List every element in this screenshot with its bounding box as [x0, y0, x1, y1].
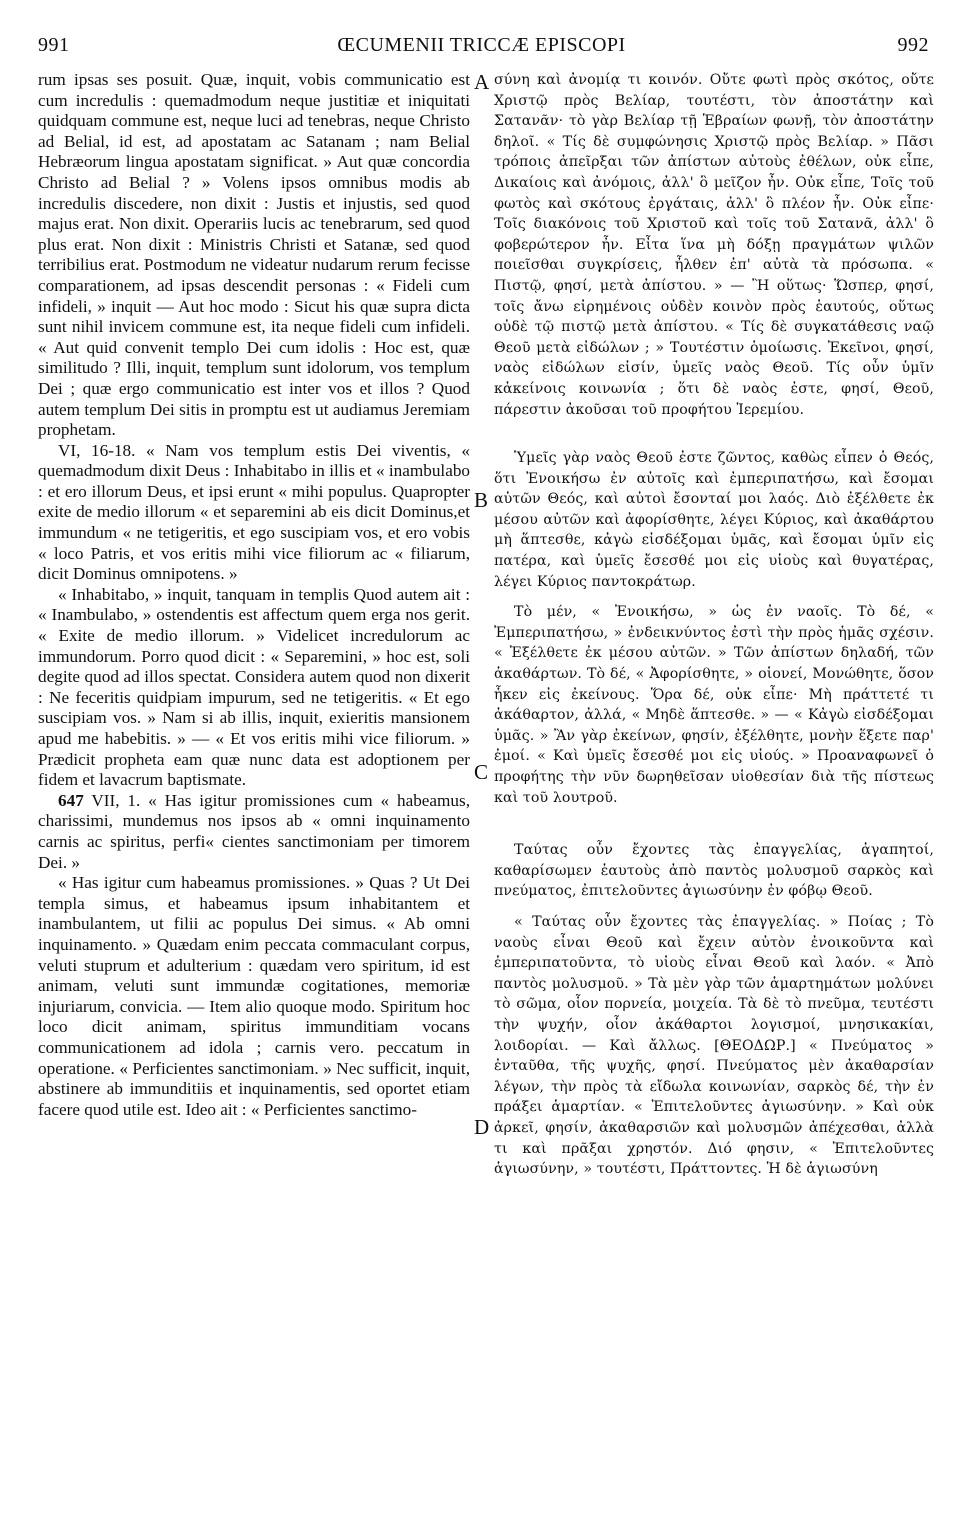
greek-paragraph: σύνη καὶ ἀνομίᾳ τι κοινόν. Οὔτε φωτὶ πρὸς σκότος, οὔτε Χριστῷ πρὸς Βελίαρ, τουτέστι, τὸν ἀποστάτην καὶ Σατανᾶν· τὸ γὰρ Βελίαρ τῇ Ἑβραίων φωνῇ, τὸν ἀποστάτην δηλοῖ. « Τίς δὲ συμφώνησις Χριστῷ πρὸς Βελίαρ. » Πᾶσι τρόποις ἀπεῖρξαι τῶν ἀπίστων αὐτοὺς ἐθέλων, οὐκ εἶπε, Δικαίοις καὶ ἀνόμοις, ἀλλ' ὃ μεῖζον ἦν. Οὐκ εἶπε, Τοῖς τοῦ φωτὸς καὶ σκότους ἐργάταις, ἀλλ' ὃ πλέον ἦν. Οὐκ εἶπε· Τοῖς διακόνοις τοῦ Χριστοῦ καὶ τοῖς τοῦ Σατανᾶ, ἀλλ' ὃ φοβερώτερον ἦν. Εἶτα ἵνα μὴ δόξῃ πραγμάτων ψιλῶν ποιεῖσθαι συγκρίσεις, ἦλθεν ἐπ' αὐτὰ τὰ πρόσωπα. « Πιστῷ, φησί, μετὰ ἀπίστου. » — Ἢ οὕτως· Ὥσπερ, φησί, τοῖς ἄνω εἰρημένοις οὐδὲν κοινὸν πρὸς ἑαυτούς, οὕτως οὐδὲ τῷ πιστῷ μετὰ ἀπίστου. « Τίς δὲ συγκατάθεσις ναῷ Θεοῦ μετὰ εἰδώλων ; » Τουτέστιν ὁμοίωσις. Ἐκεῖνοι, φησί, ναὸς εἰδώλων εἰσίν, ὑμεῖς ναὸς Θεοῦ. Τίς οὖν ὑμῖν κἀκείνοις κοινωνία ; ὅτι δὲ ναὸς ἐστε, φησί, Θεοῦ, πάρεστιν ἀκοῦσαι τοῦ προφήτου Ἱερεμίου.: [494, 72, 934, 418]
page-number-right: 992: [897, 34, 929, 56]
page-title: ŒCUMENII TRICCÆ EPISCOPI: [337, 34, 626, 56]
greek-column: [494, 70, 934, 1180]
greek-paragraph: Ὑμεῖς γὰρ ναὸς Θεοῦ ἐστε ζῶντος, καθὼς εἶπεν ὁ Θεός, ὅτι Ἐνοικήσω ἐν αὐτοῖς καὶ ἐμπεριπατήσω, καὶ ἔσομαι αὐτῶν Θεός, καὶ αὐτοὶ ἔσονταί μοι λαός. Διὸ ἐξέλθετε ἐκ μέσου αὐτῶν καὶ ἀφορίσθητε, λέγει Κύριος, καὶ ἀκαθάρτου μὴ ἅπτεσθε, κἀγὼ εἰσδέξομαι ὑμᾶς, καὶ ἔσομαι ὑμῖν εἰς πατέρα, καὶ ὑμεῖς ἔσεσθέ μοι εἰς υἱοὺς καὶ θυγατέρας, λέγει Κύριος παντοκράτωρ.: [494, 450, 934, 590]
latin-paragraph: « Inhabitabo, » inquit, tanquam in templis Quod autem ait : « Inambulabo, » ostendentis est affectum quem erga nos gerit. « Exite de medio illorum. » Videlicet incredulorum ac immundorum. Porro quod dicit : « Separemini, » hoc est, soli degite quod ad illos spectat. Considera autem quod non dixerit : Ne feceritis quidpiam impurum, sed ne tetigeritis. « Et ego suscipiam vos. » Nam si ab illis, inquit, exieritis mansionem apud me habebitis. » — « Et vos eritis mihi vice filiorum. » Prædicit propheta eam quæ nunc data est adoptionem per fidem et lavacrum baptismate.: [38, 584, 470, 790]
page-number-left: 991: [38, 34, 70, 56]
section-marker-d: D: [474, 1115, 490, 1139]
latin-paragraph: rum ipsas ses posuit. Quæ, inquit, vobis communicatio est cum incredulis : quemadmodum neque justitiæ et iniquitati quidquam commune est, neque luci ad tenebras, neque Christo ad Belial, id est, ad apostatam ac Satanam ; nam Belial Hebræorum lingua apostatam significat. » Aut quæ concordia Christo ad Belial ? » Volens ipsos omnibus modis ab incredulis discedere, non dixit : Justis et injustis, sed quod majus erat. Non dixit. Operariis lucis ac tenebrarum, sed quod plus erat. Non dixit : Ministris Christi et Satanæ, sed quod terribilius erat. Postmodum ne videatur nudarum rerum fecisse comparationem, ad ipsas descendit personas : « Fideli cum infideli, » inquit — Aut hoc modo : Sicut his quæ supra dicta sunt nihil invicem commune est, ita neque fideli cum infideli. « Aut quid convenit templo Dei cum idolis : Hoc est, quæ similitudo ? Illi, inquit, templum sunt idolorum, vos templum Dei ; quæ ergo communicatio est inter vos et illos ? Quod autem templum Dei sitis in promptu est ut audiamus Jeremiam prophetam.: [38, 70, 470, 440]
greek-paragraph: Ταύτας οὖν ἔχοντες τὰς ἐπαγγελίας, ἀγαπητοί, καθαρίσωμεν ἑαυτοὺς ἀπὸ παντὸς μολυσμοῦ σαρκὸς καὶ πνεύματος, ἐπιτελοῦντες ἁγιωσύνην ἐν φόβῳ Θεοῦ.: [494, 842, 934, 900]
greek-paragraph: « Ταύτας οὖν ἔχοντες τὰς ἐπαγγελίας. » Ποίας ; Τὸ ναοὺς εἶναι Θεοῦ καὶ ἔχειν αὐτὸν ἐνοικοῦντα καὶ ἐμπεριπατοῦντα, τὸ υἱοὺς εἶναι Θεοῦ καὶ λαόν. « Ἀπὸ παντὸς μολυσμοῦ. » Τὰ μὲν γὰρ τῶν ἁμαρτημάτων μολύνει τὸ σῶμα, οἷον πορνεία, μοιχεία. Τὰ δὲ τὸ πνεῦμα, τευτέστι τὴν ψυχήν, οἷον ἀκάθαρτοι λογισμοί, μνησικακίαι, λοιδορίαι. — Καὶ ἄλλως. [ΘΕΟΔΩΡ.] « Πνεύματος » ἐνταῦθα, τῆς ψυχῆς, φησί. Πνεύματος μὲν ἀκαθαρσίαν λέγων, τὴν πρὸς τὰ εἴδωλα κοινωνίαν, σαρκὸς δέ, τὴν ἐν πράξει ἁμαρτίαν. « Ἐπιτελοῦντες ἁγιωσύνην. » Καὶ οὐκ ἀρκεῖ, φησίν, ἀκαθαρσιῶν καὶ μολυσμῶν ἀπέχεσθαι, ἀλλὰ τι καὶ πρᾶξαι χρηστόν. Διό φησιν, « Ἐπιτελοῦντες ἁγιωσύνην, » τουτέστι, Πράττοντες. Ἡ δὲ ἁγιωσύνη: [494, 913, 934, 1178]
latin-paragraph: « Has igitur cum habeamus promissiones. » Quas ? Ut Dei templa simus, et habeamus ipsum inhabitantem et inambulantem, ut filii ac populus Dei simus. « Ab omni inquinamento. » Quædam enim peccata commaculant corpus, veluti stuprum et adulterium : quædam vero spiritum, id est animam, veluti sunt immundæ cogitationes, memoriæ injuriarum, convicia. — Item alio quoque modo. Spiritum hoc loco dicit animam, spiritus immunditiam vocans communicationem ad idola ; carnis vero. peccatum in operatione. « Perficientes sanctimoniam. » Nec sufficit, inquit, abstinere ab immunditiis et inquinamentis, sed oportet etiam facere quod utile est. Ideo ait : « Perficientes sanctimo-: [38, 873, 470, 1119]
column-number: 647: [58, 790, 84, 810]
latin-paragraph: VI, 16-18. « Nam vos templum estis Dei viventis, « quemadmodum dixit Deus : Inhabitabo in illis et « inambulabo : et ero illorum Deus, et ipsi erunt « mihi populus. Quapropter exite de medio illorum « et separemini ab eis dicit Dominus,et immundum « ne tetigeritis, et ego suscipiam vos, et ero vobis « loco Patris, et vos eritis mihi vice filiorum ac « filiarum, dicit Dominus omnipotens. »: [38, 440, 471, 584]
section-marker-b: B: [474, 488, 489, 512]
section-marker-a: A: [474, 70, 490, 94]
greek-paragraph: Τὸ μέν, « Ἐνοικήσω, » ὡς ἐν ναοῖς. Τὸ δέ, « Ἐμπεριπατήσω, » ἐνδεικνύντος ἐστὶ τὴν πρὸς ἡμᾶς σχέσιν. « Ἐξέλθετε ἐκ μέσου αὐτῶν. » Τῶν ἀπίστων δηλαδή, τῶν ἀκαθάρτων. Τὸ δέ, « Ἀφορίσθητε, » οἱονεί, Μονώθητε, ὅσον ἧκεν εἰς ἐκείνους. Ὅρα δέ, οὐκ εἶπε· Μὴ πράττετέ τι ἀκάθαρτον, ἀλλά, « Μηδὲ ἅπτεσθε. » — « Κἀγὼ εἰσδέξομαι ὑμᾶς. » Ἂν γὰρ ἐκείνων, φησίν, ἐξέλθητε, μονὴν ἕξετε παρ' ἐμοί. « Καὶ ὑμεῖς ἔσεσθέ μοι εἰς υἱούς. » Προαναφωνεῖ ὁ προφήτης τὴν νῦν δωρηθεῖσαν υἱοθεσίαν διὰ τῆς πίστεως καὶ τοῦ λουτροῦ.: [494, 604, 934, 806]
latin-paragraph: 647 VII, 1. « Has igitur promissiones cum « habeamus, charissimi, mundemus nos ipsos ab « omni inquinamento carnis ac spiritus, perfi« cientes sanctimoniam per timorem Dei. »: [38, 790, 470, 872]
running-header: [30, 34, 933, 64]
latin-column: [38, 70, 470, 1120]
section-marker-c: C: [474, 760, 489, 784]
